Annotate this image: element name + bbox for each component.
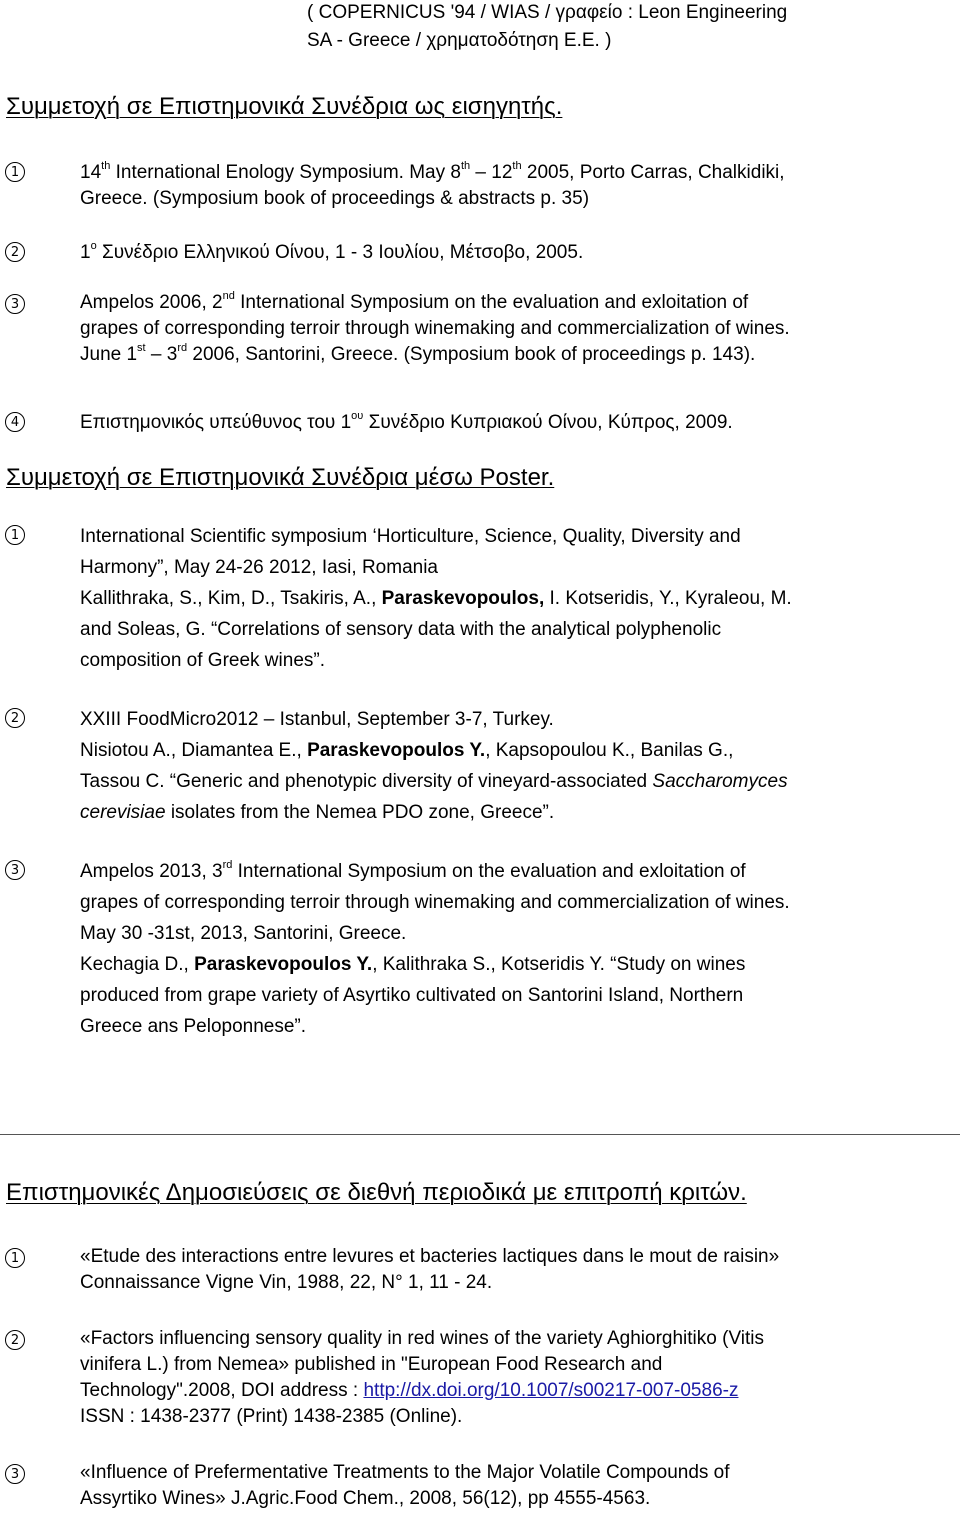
circled-number: 1 <box>5 162 25 182</box>
horizontal-divider <box>0 1134 960 1135</box>
list-item-text: «Etude des interactions entre levures et bacteries lactiques dans le mout de raisin» Connaissance Vigne Vin, 1988, 22, N° 1, 11 - 24. <box>80 1246 780 1293</box>
list-item-text: International Scientific symposium ‘Horticulture, Science, Quality, Diversity and Harmony”, May 24-26 2012, Iasi, Romania Kallithraka, S., Kim, D., Tsakiris, A., Paraskevopoulos, I. Kotseridis, Y., Kyraleou, M. and Soleas, G. “Correlations of sensory data with the analytical polyphenolic composition of Greek wines”. <box>80 526 792 671</box>
circled-number: 4 <box>5 412 25 432</box>
list-item-text: 1$^o$ Συνέδριο Ελληνικού Οίνου, 1 - 3 Ιουλίου, Μέτσοβο, 2005. <box>80 239 584 263</box>
circled-number: 1 <box>5 525 25 545</box>
circled-number: 2 <box>5 1330 25 1350</box>
section-title-presentations: Συμμετοχή σε Επιστημονικά Συνέδρια ως εισηγητής. <box>6 93 563 120</box>
list-item-text: «Influence of Prefermentative Treatments to the Major Volatile Compounds of Assyrtiko Wines» J.Agric.Food Chem., 2008, 56(12), pp 4555-4563. <box>80 1462 730 1509</box>
header-line-2: SA - Greece / χρηματοδότηση Ε.Ε. ) <box>307 30 612 51</box>
circled-number: 3 <box>5 860 25 880</box>
section-title-publications: Επιστημονικές Δημοσιεύσεις σε διεθνή περιοδικά με επιτροπή κριτών. <box>6 1179 747 1206</box>
list-item-text: XXIII FoodMicro2012 – Istanbul, September 3-7, Turkey. Nisiotou A., Diamantea E., Paraskevopoulos Y., Kapsopoulou K., Banilas G., Tassou C. “Generic and phenotypic diversity of vineyard-associated Saccharomyces cerevisiae isolates from the Nemea PDO zone, Greece”. <box>80 709 788 823</box>
circled-number: 2 <box>5 708 25 728</box>
doi-link[interactable]: http://dx.doi.org/10.1007/s00217-007-0586-z <box>363 1380 739 1401</box>
list-item-text: «Factors influencing sensory quality in red wines of the variety Aghiorghitiko (Vitis vinifera L.) from Nemea» published in "European Food Research and Technology".2008, DOI address : http://dx.doi.org/10.1007/s00217-007-0586-z ISSN : 1438-2377 (Print) 1438-2385 (Online). <box>80 1328 764 1427</box>
circled-number: 3 <box>5 1464 25 1484</box>
circled-number: 3 <box>5 294 25 314</box>
list-item-text: 14th International Enology Symposium. May 8th – 12th 2005, Porto Carras, Chalkidiki, Greece. (Symposium book of proceedings & abstracts p. 35) <box>80 159 785 209</box>
header-line-1: ( COPERNICUS '94 / WIAS / γραφείο : Leon Engineering <box>307 2 788 23</box>
list-item-text: Επιστημονικός υπεύθυνος του $1^{o\upsilon}$ Συνέδριο Κυπριακού Οίνου, Κύπρος, 2009. <box>80 409 733 433</box>
section-title-posters: Συμμετοχή σε Επιστημονικά Συνέδρια μέσω Poster. <box>6 464 555 491</box>
circled-number: 1 <box>5 1248 25 1268</box>
list-item-text: Ampelos 2013, 3rd International Symposium on the evaluation and exloitation of grapes of corresponding terroir through winemaking and commercialization of wines. May 30 -31st, 2013, Santorini, Greece. Kechagia D., Paraskevopoulos Y., Kalithraka S., Kotseridis Y. “Study on wines produced from grape variety of Asyrtiko cultivated on Santorini Island, Northern Greece ans Peloponnese”. <box>80 858 790 1037</box>
list-item-text: Ampelos 2006, 2nd International Symposium on the evaluation and exloitation of grapes of corresponding terroir through winemaking and commercialization of wines. June 1st – 3rd 2006, Santorini, Greece. (Symposium book of proceedings p. 143). <box>80 289 790 365</box>
circled-number: 2 <box>5 242 25 262</box>
